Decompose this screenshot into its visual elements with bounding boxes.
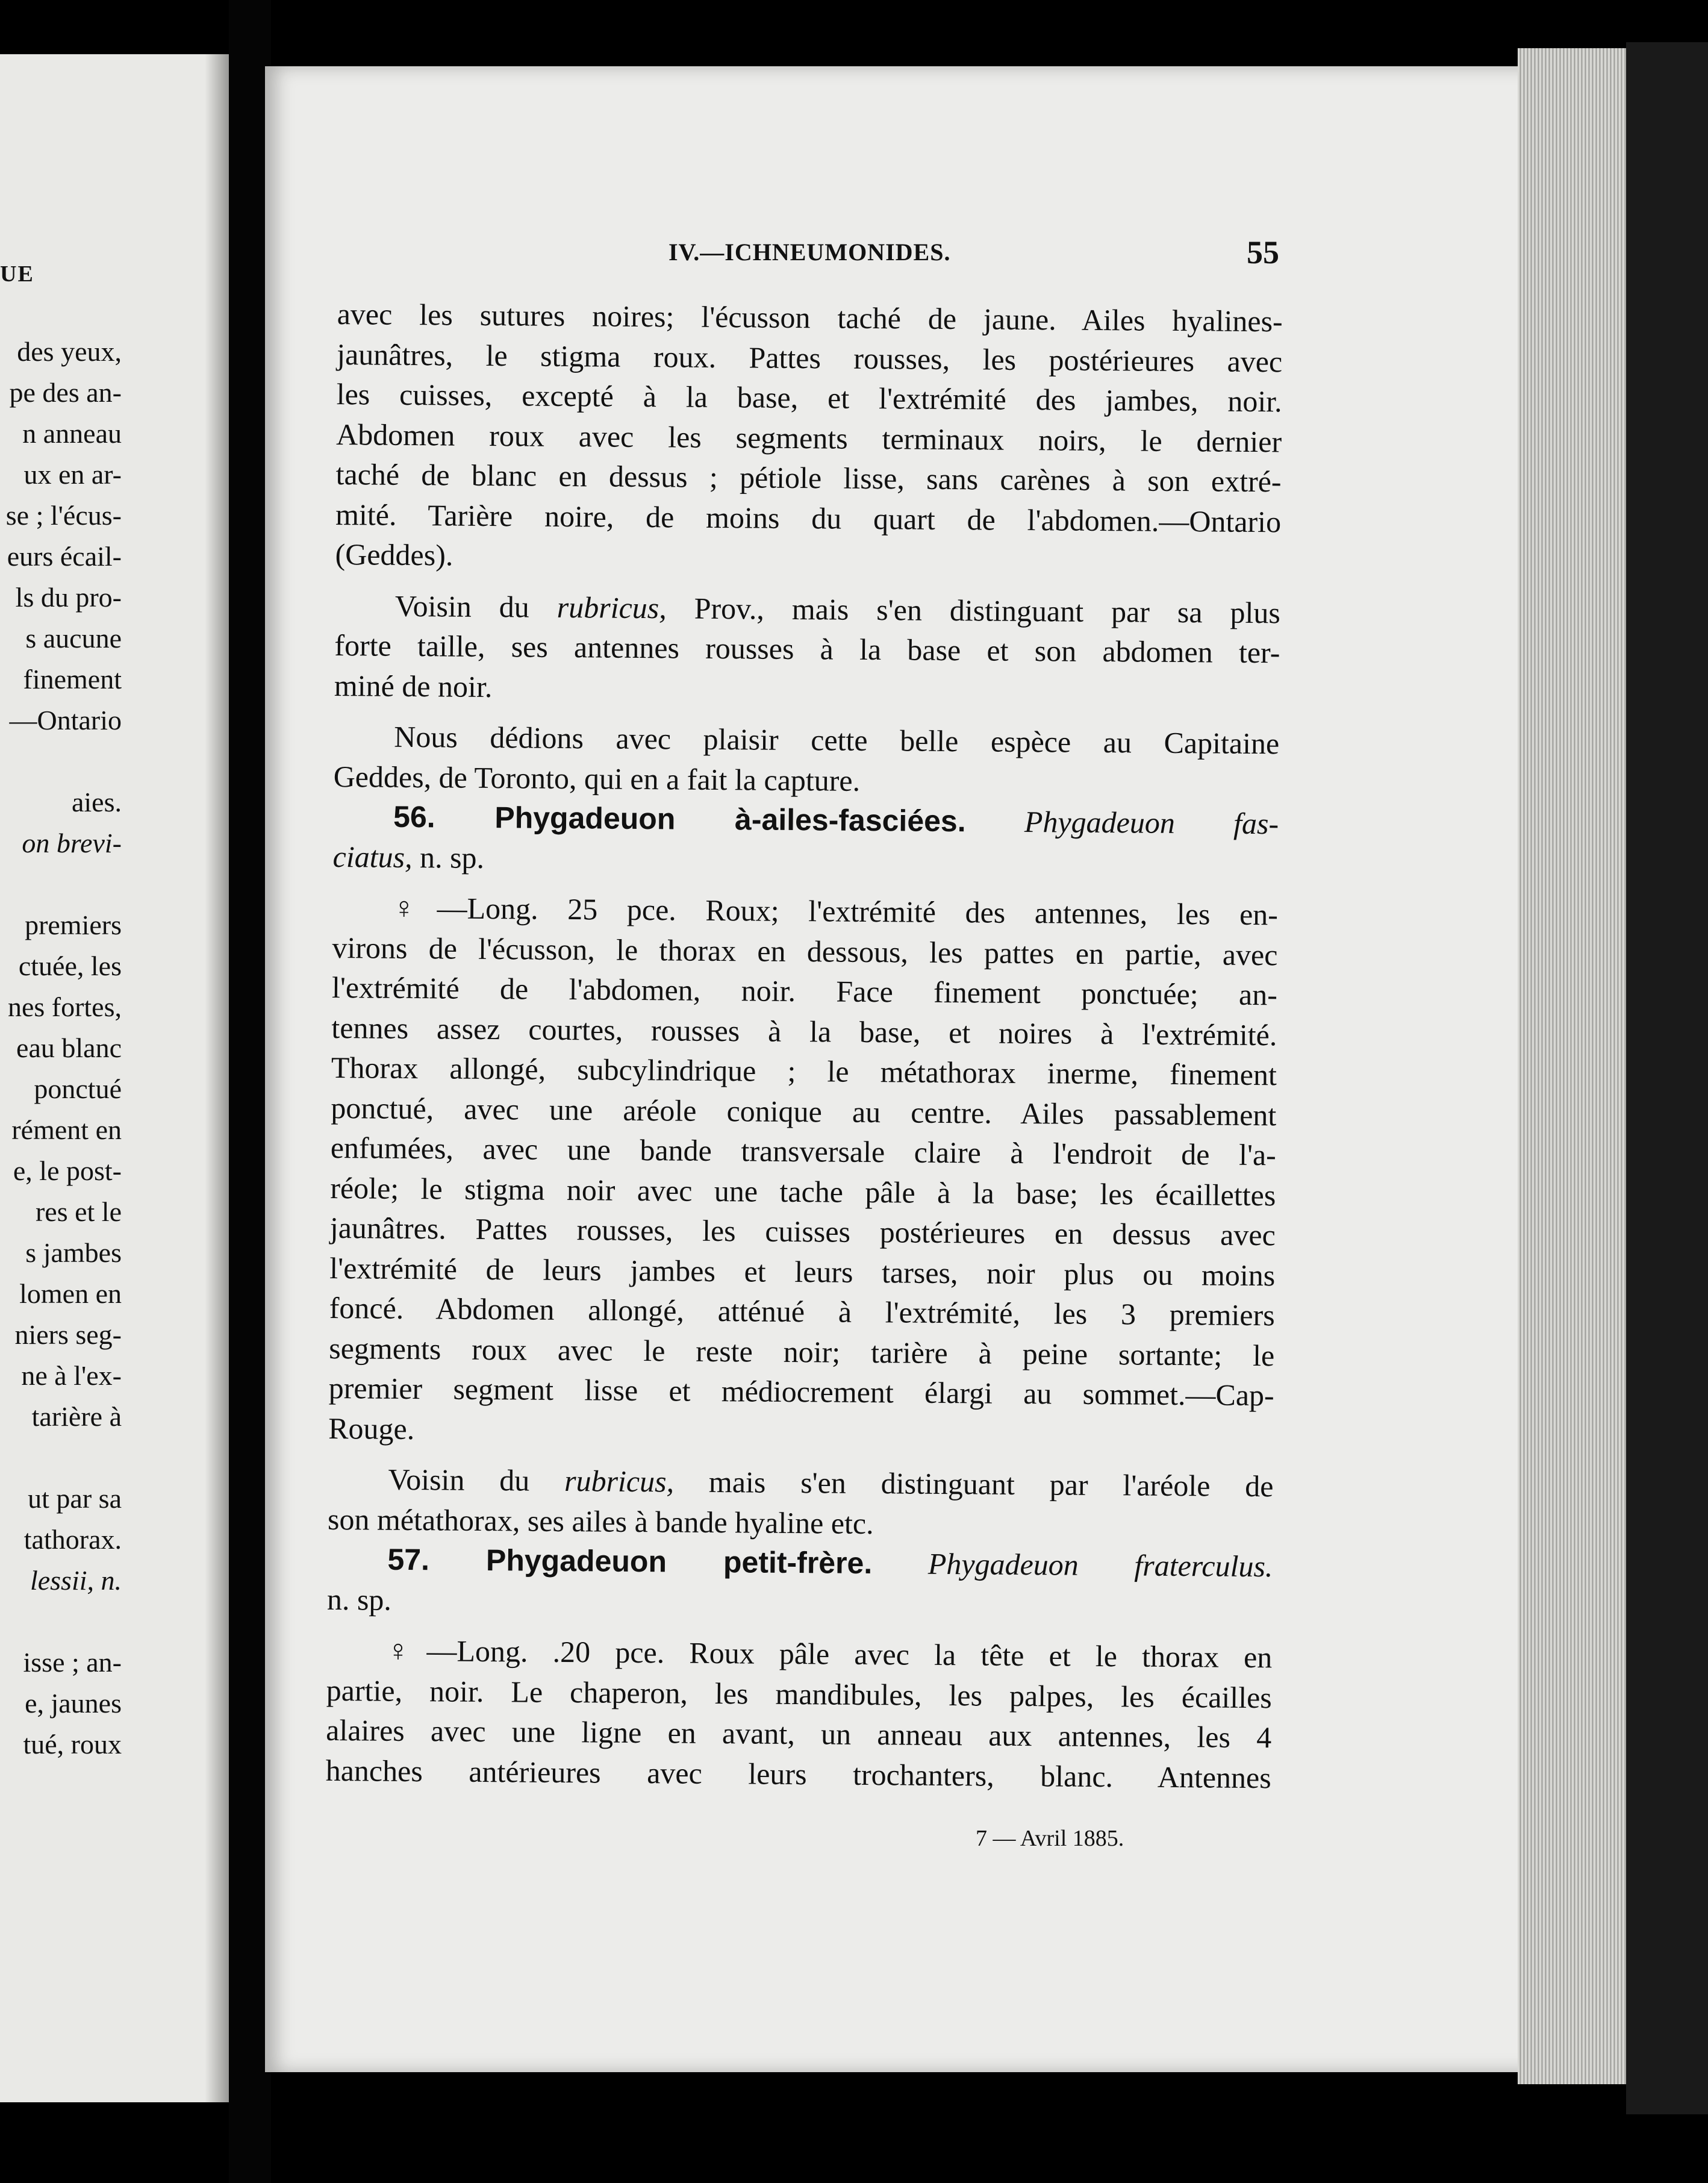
left-line: tathorax.	[23, 1524, 122, 1555]
left-line: aies.	[71, 787, 122, 817]
text-line: ♀—Long. 25 pce. Roux; l'extrémité des antennes, les en-	[392, 890, 1279, 932]
text-line: premier segment lisse et médiocrement élargi au sommet.—Cap-	[328, 1370, 1274, 1413]
left-line: ponctué	[34, 1073, 122, 1104]
left-line: se ; l'écus-	[5, 500, 122, 531]
left-line: s aucune	[25, 623, 122, 654]
text-line: partie, noir. Le chaperon, les mandibules, les palpes, les écailles	[326, 1673, 1272, 1714]
left-line: e, jaunes	[25, 1688, 122, 1719]
left-line: lessii, n.	[30, 1565, 122, 1596]
left-line: s jambes	[25, 1237, 122, 1268]
left-line: ux en ar-	[23, 459, 122, 490]
text-line: alaires avec une ligne en avant, un anneau aux antennes, les 4	[326, 1713, 1272, 1755]
signature-mark: 7 — Avril 1885.	[976, 1826, 1124, 1851]
left-line: —Ontario	[9, 705, 122, 735]
running-head: IV.—ICHNEUMONIDES.	[669, 239, 951, 266]
left-line: n anneau	[22, 418, 122, 449]
left-line: isse ; an-	[23, 1647, 122, 1678]
left-line: e, le post-	[13, 1155, 122, 1186]
text-line: taché de blanc en dessus ; pétiole lisse, sans carènes à son extré-	[335, 457, 1282, 499]
text-line: miné de noir.	[334, 668, 493, 704]
text-line: enfumées, avec une bande transversale claire à l'endroit de l'a-	[330, 1130, 1277, 1172]
species-heading-57: 57. Phygadeuon petit-frère. Phygadeuon fraterculus.	[387, 1542, 1273, 1584]
left-line: eurs écail-	[7, 541, 122, 572]
left-line: nes fortes,	[7, 992, 122, 1022]
species-name: rubricus,	[556, 590, 667, 625]
text-line: jaunâtres. Pattes rousses, les cuisses postérieures en dessus avec	[329, 1210, 1276, 1252]
text-line: tennes assez courtes, rousses à la base, et noires à l'extrémité.	[331, 1010, 1277, 1052]
left-line: niers seg-	[14, 1319, 122, 1350]
text-line: avec les sutures noires; l'écusson taché de jaune. Ailes hyalines-	[337, 296, 1283, 339]
left-line: eau blanc	[16, 1032, 122, 1063]
species-heading-56: 56. Phygadeuon à-ailes-fasciées. Phygadeuon fas-	[393, 799, 1279, 841]
left-line: on brevi-	[22, 828, 122, 858]
text-line: n. sp.	[326, 1582, 392, 1617]
page-number: 55	[1247, 234, 1279, 270]
text-line: l'extrémité de l'abdomen, noir. Face finement ponctuée; an-	[331, 970, 1278, 1012]
gutter-shadow	[205, 54, 229, 2102]
left-line: rément en	[11, 1114, 122, 1145]
species-name: rubricus,	[564, 1464, 675, 1499]
left-page-header: UE	[0, 261, 34, 287]
left-page-text	[0, 331, 122, 1765]
text-line: son métathorax, ses ailes à bande hyaline etc.	[327, 1502, 874, 1540]
text-line: Nous dédions avec plaisir cette belle espèce au Capitaine	[394, 719, 1280, 761]
left-line: ls du pro-	[15, 582, 122, 613]
text-line: les cuisses, excepté à la base, et l'extrémité des jambes, noir.	[336, 376, 1282, 419]
left-page-fragment	[0, 54, 229, 2102]
left-line: ne à l'ex-	[21, 1360, 122, 1391]
left-line: res et le	[35, 1196, 122, 1227]
text-line: segments roux avec le reste noir; tarière à peine sortante; le	[329, 1331, 1275, 1372]
body-text	[325, 294, 1282, 1797]
text-line: Voisin du rubricus, mais s'en distinguant par l'aréole de	[388, 1462, 1274, 1504]
left-line: premiers	[25, 910, 122, 940]
text-line: jaunâtres, le stigma roux. Pattes rousses, les postérieures avec	[336, 337, 1283, 378]
text-line: foncé. Abdomen allongé, atténué à l'extrémité, les 3 premiers	[329, 1290, 1275, 1332]
text-line: (Geddes).	[335, 537, 453, 572]
text-line: Rouge.	[328, 1411, 415, 1446]
book-edge-shadow	[1626, 42, 1708, 2114]
text-line: hanches antérieures avec leurs trochanters, blanc. Antennes	[325, 1753, 1271, 1794]
text-line: Abdomen roux avec les segments terminaux noirs, le dernier	[335, 417, 1282, 458]
left-line: pe des an-	[9, 377, 122, 408]
text-line: ♀—Long. .20 pce. Roux pâle avec la tête et le thorax en	[387, 1633, 1273, 1675]
left-line: tué, roux	[23, 1729, 122, 1760]
text-line: Geddes, de Toronto, qui en a fait la capture.	[333, 759, 861, 798]
left-line: ut par sa	[28, 1483, 122, 1514]
left-line: finement	[23, 664, 122, 695]
text-line: forte taille, ses antennes rousses à la base et son abdomen ter-	[334, 628, 1280, 670]
text-line: mité. Tarière noire, de moins du quart de l'abdomen.—Ontario	[335, 497, 1282, 539]
text-line: Thorax allongé, subcylindrique ; le métathorax inerme, finement	[331, 1050, 1277, 1092]
left-line: des yeux,	[17, 336, 122, 367]
text-line: Voisin du rubricus, Prov., mais s'en distinguant par sa plus	[394, 589, 1281, 629]
text-line: l'extrémité de leurs jambes et leurs tarses, noir plus ou moins	[329, 1251, 1276, 1292]
left-line: lomen en	[19, 1278, 122, 1309]
page-block-edge	[1518, 48, 1626, 2084]
text-line: virons de l'écusson, le thorax en dessous, les pattes en partie, avec	[332, 930, 1278, 972]
left-line: tarière à	[31, 1401, 122, 1432]
left-line: ctuée, les	[18, 951, 122, 981]
text-line: ciatus, n. sp.	[332, 839, 485, 875]
text-line: réole; le stigma noir avec une tache pâle à la base; les écaillettes	[330, 1170, 1276, 1212]
text-line: ponctué, avec une aréole conique au centre. Ailes passablement	[331, 1090, 1277, 1132]
